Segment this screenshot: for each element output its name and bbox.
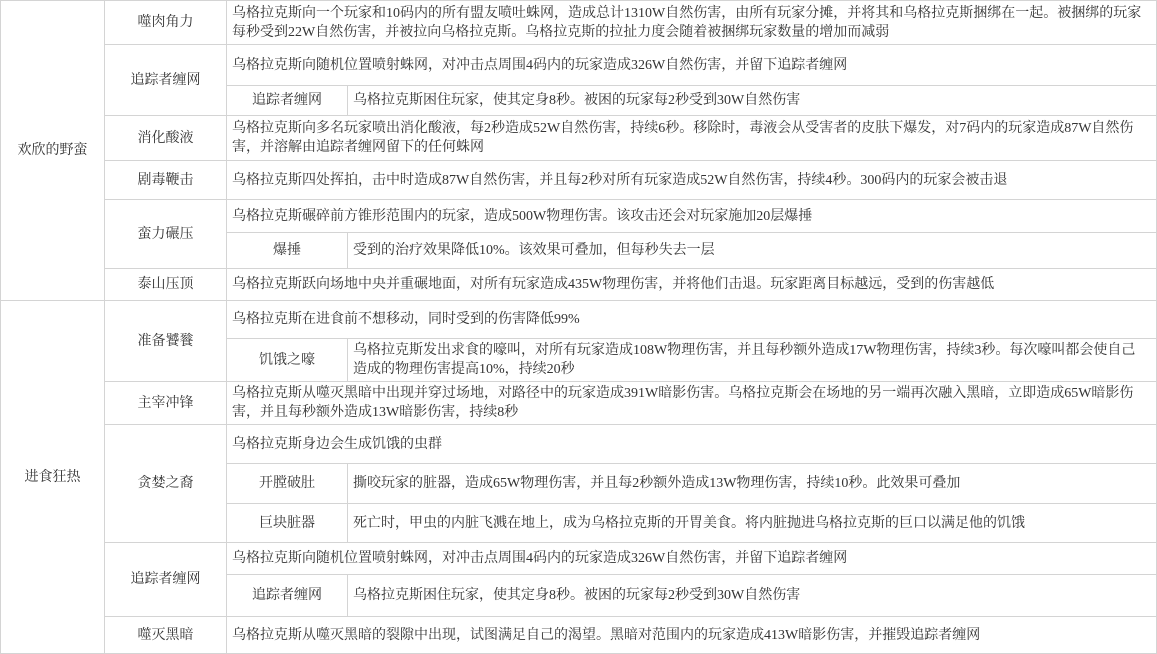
ability-name-cell: 剧毒鞭击: [105, 161, 227, 200]
table-row: [1, 382, 1157, 425]
sub-ability-name-cell: 爆捶: [227, 233, 348, 269]
ability-name-cell: 主宰冲锋: [105, 382, 227, 425]
sub-ability-name-cell: 开膛破肚: [227, 464, 348, 504]
phase-cell: 欢欣的野蛮: [1, 1, 105, 301]
sub-ability-desc-cell: 撕咬玩家的脏器，造成65W物理伤害，并且每2秒额外造成13W物理伤害，持续10秒。此效果可叠加: [348, 464, 1157, 504]
ability-name-cell: 噬灭黑暗: [105, 617, 227, 654]
sub-ability-desc-cell: 乌格拉克斯困住玩家，使其定身8秒。被困的玩家每2秒受到30W自然伤害: [348, 86, 1157, 116]
ability-desc-cell: 乌格拉克斯向多名玩家喷出消化酸液，每2秒造成52W自然伤害，持续6秒。移除时，毒液会从受害者的皮肤下爆发，对7码内的玩家造成87W自然伤害，并溶解由追踪者缠网留下的任何蛛网: [227, 116, 1157, 161]
phase-cell: 进食狂热: [1, 301, 105, 654]
sub-ability-desc-cell: 受到的治疗效果降低10%。该效果可叠加，但每秒失去一层: [348, 233, 1157, 269]
ability-desc-cell: 乌格拉克斯碾碎前方锥形范围内的玩家，造成500W物理伤害。该攻击还会对玩家施加20层爆捶: [227, 200, 1157, 233]
table-row: [1, 543, 1157, 575]
ability-name-cell: 消化酸液: [105, 116, 227, 161]
ability-desc-cell: 乌格拉克斯向一个玩家和10码内的所有盟友喷吐蛛网，造成总计1310W自然伤害，由所有玩家分摊，并将其和乌格拉克斯捆绑在一起。被捆绑的玩家每秒受到22W自然伤害，并被拉向乌格拉克斯。乌格拉克斯的拉扯力度会随着被捆绑玩家数量的增加而减弱: [227, 1, 1157, 45]
ability-desc-cell: 乌格拉克斯从噬灭黑暗中出现并穿过场地，对路径中的玩家造成391W暗影伤害。乌格拉克斯会在场地的另一端再次融入黑暗，立即造成65W暗影伤害，并且每秒额外造成13W暗影伤害，持续8秒: [227, 382, 1157, 425]
table-row: [1, 301, 1157, 339]
table-row: [1, 617, 1157, 654]
table-row: [1, 45, 1157, 86]
table-row: [1, 269, 1157, 301]
ability-name-cell: 贪婪之裔: [105, 425, 227, 543]
sub-ability-name-cell: 追踪者缠网: [227, 86, 348, 116]
table-row: [1, 161, 1157, 200]
sub-ability-desc-cell: 乌格拉克斯发出求食的嚎叫，对所有玩家造成108W物理伤害，并且每秒额外造成17W物理伤害，持续3秒。每次嚎叫都会使自己造成的物理伤害提高10%，持续20秒: [348, 339, 1157, 382]
ability-desc-cell: 乌格拉克斯跃向场地中央并重碾地面，对所有玩家造成435W物理伤害，并将他们击退。玩家距离目标越远，受到的伤害越低: [227, 269, 1157, 301]
ability-name-cell: 蛮力碾压: [105, 200, 227, 269]
sub-ability-name-cell: 饥饿之嚎: [227, 339, 348, 382]
ability-name-cell: 准备饕餮: [105, 301, 227, 382]
sub-ability-desc-cell: 死亡时，甲虫的内脏飞溅在地上，成为乌格拉克斯的开胃美食。将内脏抛进乌格拉克斯的巨口以满足他的饥饿: [348, 504, 1157, 543]
table-row: [1, 200, 1157, 233]
ability-desc-cell: 乌格拉克斯在进食前不想移动，同时受到的伤害降低99%: [227, 301, 1157, 339]
ability-desc-cell: 乌格拉克斯从噬灭黑暗的裂隙中出现，试图满足自己的渴望。黑暗对范围内的玩家造成413W暗影伤害，并摧毁追踪者缠网: [227, 617, 1157, 654]
ability-name-cell: 泰山压顶: [105, 269, 227, 301]
table-row: [1, 1, 1157, 45]
sub-ability-name-cell: 巨块脏器: [227, 504, 348, 543]
ability-desc-cell: 乌格拉克斯向随机位置喷射蛛网，对冲击点周围4码内的玩家造成326W自然伤害，并留下追踪者缠网: [227, 543, 1157, 575]
sub-ability-desc-cell: 乌格拉克斯困住玩家，使其定身8秒。被困的玩家每2秒受到30W自然伤害: [348, 575, 1157, 617]
ability-name-cell: 噬肉角力: [105, 1, 227, 45]
ability-name-cell: 追踪者缠网: [105, 543, 227, 617]
ability-desc-cell: 乌格拉克斯向随机位置喷射蛛网，对冲击点周围4码内的玩家造成326W自然伤害，并留下追踪者缠网: [227, 45, 1157, 86]
ability-desc-cell: 乌格拉克斯四处挥拍，击中时造成87W自然伤害，并且每2秒对所有玩家造成52W自然伤害，持续4秒。300码内的玩家会被击退: [227, 161, 1157, 200]
table-row: [1, 116, 1157, 161]
ability-desc-cell: 乌格拉克斯身边会生成饥饿的虫群: [227, 425, 1157, 464]
ability-name-cell: 追踪者缠网: [105, 45, 227, 116]
table-row: [1, 425, 1157, 464]
sub-ability-name-cell: 追踪者缠网: [227, 575, 348, 617]
